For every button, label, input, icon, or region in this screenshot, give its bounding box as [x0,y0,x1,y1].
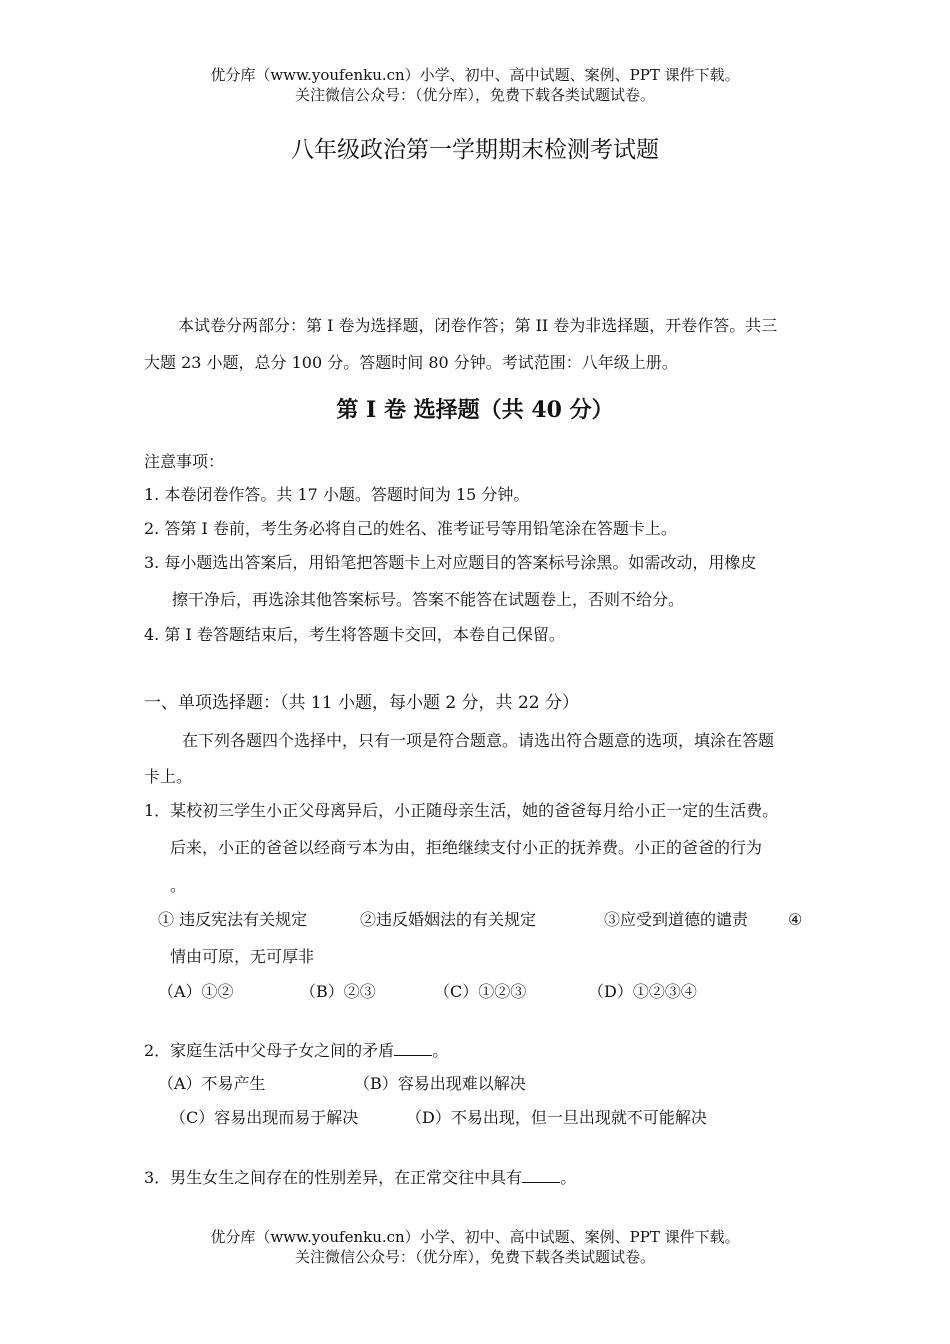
note-item: 2. 答第 I 卷前，考生务必将自己的姓名、准考证号等用铅笔涂在答题卡上。 [144,519,677,538]
intro-line-2: 大题 23 小题，总分 100 分。答题时间 80 分钟。考试范围：八年级上册。 [144,353,678,372]
section-instruction-1: 在下列各题四个选择中，只有一项是符合题意。请选出符合题意的选项，填涂在答题 [182,731,775,750]
q1-option-c: （C）①②③ [434,982,527,1001]
q1-option-a: （A）①② [158,982,234,1001]
footer-line-2: 关注微信公众号：（优分库），免费下载各类试题试卷。 [294,1248,655,1266]
q3-stem-end: 。 [560,1168,577,1187]
note-item: 1. 本卷闭卷作答。共 17 小题。答题时间为 15 分钟。 [144,485,530,504]
answer-blank [394,1041,432,1056]
q2-option-a: （A）不易产生 [158,1074,266,1093]
note-item: 3. 每小题选出答案后，用铅笔把答题卡上对应题目的答案标号涂黑。如需改动，用橡皮 [144,553,757,572]
header-line-2: 关注微信公众号：（优分库），免费下载各类试题试卷。 [294,86,655,104]
note-item: 4. 第 I 卷答题结束后，考生将答题卡交回，本卷自己保留。 [144,625,565,644]
q2-option-b: （B）容易出现难以解决 [354,1074,526,1093]
page-title: 八年级政治第一学期期末检测考试题 [291,137,659,163]
q1-statement-1: ① 违反宪法有关规定 [158,910,308,929]
q2-option-c: （C）容易出现而易于解决 [170,1108,359,1127]
q1-statement-3: ③应受到道德的谴责 [604,910,749,929]
q1-stem-line-1: 1．某校初三学生小正父母离异后，小正随母亲生活，她的爸爸每月给小正一定的生活费。 [144,801,779,820]
footer-line-1: 优分库（www.youfenku.cn）小学、初中、高中试题、案例、PPT 课件下载。 [210,1228,740,1246]
section-instruction-2: 卡上。 [144,767,193,786]
q2-stem-text: 2．家庭生活中父母子女之间的矛盾 [144,1041,395,1060]
q1-option-b: （B）②③ [300,982,376,1001]
q1-statement-4-text: 情由可原，无可厚非 [170,947,315,966]
q3-stem-text: 3．男生女生之间存在的性别差异，在正常交往中具有 [144,1168,523,1187]
q2-stem [144,1041,448,1061]
volume-title: 第 I 卷 选择题（共 40 分） [336,397,614,423]
q1-option-d: （D）①②③④ [588,982,697,1001]
q1-statement-2: ②违反婚姻法的有关规定 [360,910,537,929]
intro-line-1: 本试卷分两部分：第 I 卷为选择题，闭卷作答；第 II 卷为非选择题，开卷作答。共三 [178,316,778,335]
q1-statement-4: ④ [788,910,803,929]
q3-stem [144,1168,576,1188]
header-line-1: 优分库（www.youfenku.cn）小学、初中、高中试题、案例、PPT 课件下载。 [210,66,740,84]
notes-heading: 注意事项： [144,452,225,471]
q2-option-d: （D）不易出现，但一旦出现就不可能解决 [406,1108,707,1127]
q1-stem-line-3: 。 [170,876,187,895]
note-item-continued: 擦干净后，再选涂其他答案标号。答案不能答在试题卷上，否则不给分。 [172,590,685,609]
answer-blank [522,1168,560,1183]
section-heading: 一、单项选择题：（共 11 小题，每小题 2 分，共 22 分） [144,693,580,713]
q1-stem-line-2: 后来，小正的爸爸以经商亏本为由，拒绝继续支付小正的抚养费。小正的爸爸的行为 [170,838,763,857]
q2-stem-end: 。 [432,1041,449,1060]
